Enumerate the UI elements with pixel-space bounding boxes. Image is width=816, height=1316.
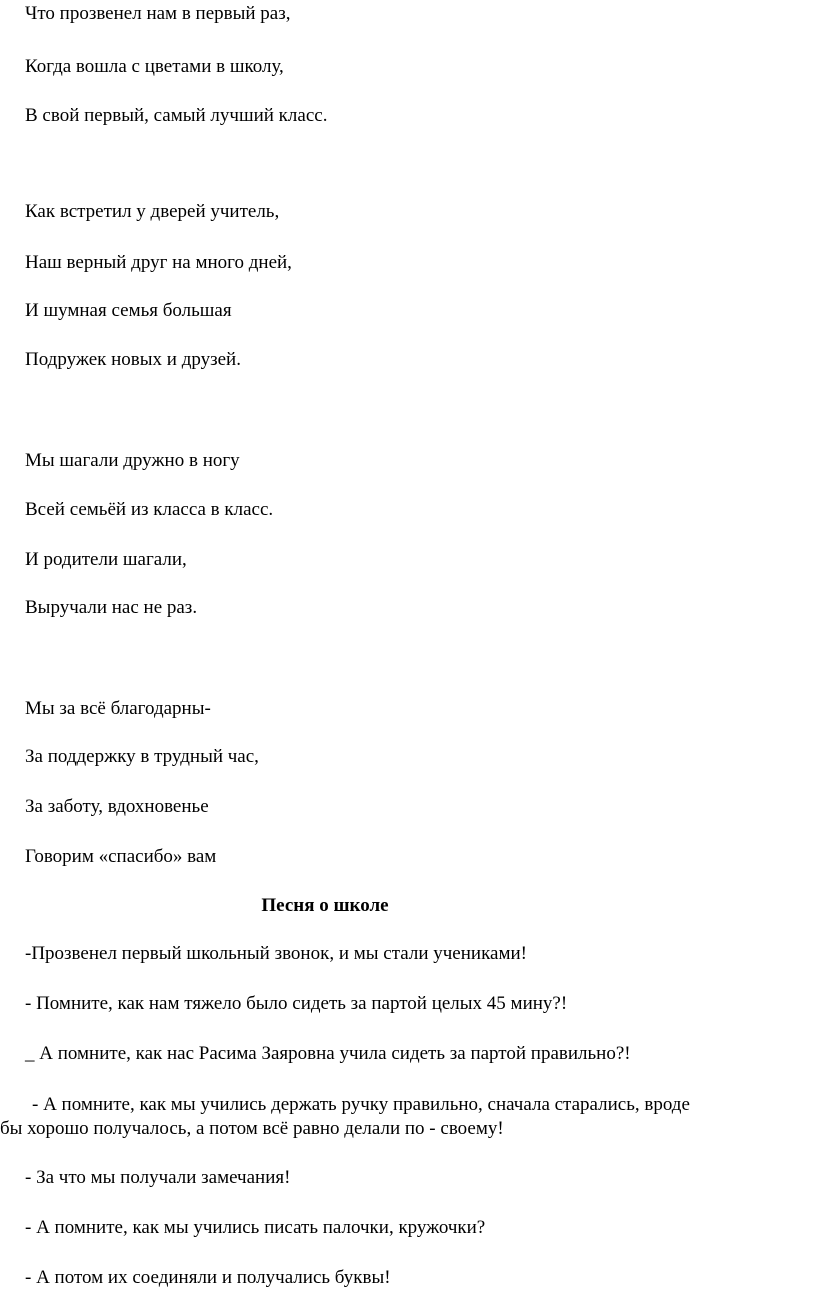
poem-line: Что прозвенел нам в первый раз, xyxy=(25,3,291,24)
poem-line: Как встретил у дверей учитель, xyxy=(25,201,280,222)
poem-line: За заботу, вдохновенье xyxy=(25,796,209,817)
dialogue-line-continuation: бы хорошо получалось, а потом всё равно делали по - своему! xyxy=(0,1118,504,1139)
poem-line: Всей семьёй из класса в класс. xyxy=(25,499,274,520)
dialogue-paragraph xyxy=(0,1093,816,1141)
poem-line: За поддержку в трудный час, xyxy=(25,746,259,767)
poem-line: Когда вошла с цветами в школу, xyxy=(25,56,284,77)
song-title: Песня о школе xyxy=(261,895,389,916)
poem-line: Подружек новых и друзей. xyxy=(25,349,241,370)
dialogue-line: - А потом их соединяли и получались буквы! xyxy=(25,1267,391,1288)
dialogue-line: - А помните, как мы учились держать ручку правильно, сначала старались, вроде xyxy=(32,1094,690,1115)
dialogue-line: - За что мы получали замечания! xyxy=(25,1167,291,1188)
dialogue-line: _ А помните, как нас Расима Заяровна учила сидеть за партой правильно?! xyxy=(25,1043,631,1064)
poem-line: И шумная семья большая xyxy=(25,300,232,321)
poem-line: И родители шагали, xyxy=(25,549,187,570)
poem-line: Мы за всё благодарны- xyxy=(25,698,211,719)
poem-line: В свой первый, самый лучший класс. xyxy=(25,105,328,126)
dialogue-line: -Прозвенел первый школьный звонок, и мы стали учениками! xyxy=(25,943,527,964)
poem-line: Говорим «спасибо» вам xyxy=(25,846,217,867)
dialogue-line: - Помните, как нам тяжело было сидеть за партой целых 45 мину?! xyxy=(25,993,568,1014)
poem-line: Мы шагали дружно в ногу xyxy=(25,450,240,471)
poem-line: Выручали нас не раз. xyxy=(25,597,198,618)
poem-line: Наш верный друг на много дней, xyxy=(25,252,292,273)
dialogue-line: - А помните, как мы учились писать палочки, кружочки? xyxy=(25,1217,486,1238)
